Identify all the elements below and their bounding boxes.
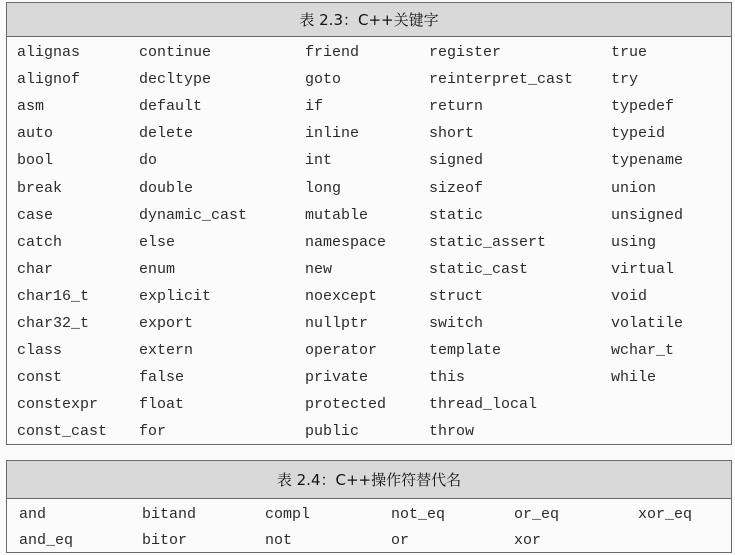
keyword-cell: this [429,369,466,387]
keyword-cell: sizeof [429,179,484,197]
keyword-cell: alignof [17,71,81,89]
operator-alternatives-table-caption: 表 2.4：C++操作符替代名 [7,461,731,499]
keyword-cell: void [611,287,648,305]
keywords-table-caption: 表 2.3：C++关键字 [7,3,731,37]
keyword-cell: int [305,152,333,170]
keyword-cell: enum [139,260,176,278]
keyword-cell: return [429,98,484,116]
keyword-cell: switch [429,315,484,332]
keyword-cell: union [611,179,657,197]
keyword-cell: char [17,260,54,278]
keyword-cell: char32_t [17,315,90,332]
keyword-cell: constexpr [17,396,99,414]
operator-alternative-cell: xor [514,532,542,549]
keyword-cell: public [305,423,360,441]
operator-alternative-cell: bitor [142,532,188,549]
keyword-cell: typedef [611,98,675,116]
keyword-cell: typename [611,152,684,170]
keyword-cell: namespace [305,233,387,251]
keyword-cell: unsigned [611,206,684,224]
keyword-cell: short [429,125,475,143]
keyword-cell: inline [305,125,360,143]
keyword-cell: private [305,369,369,387]
keyword-cell: wchar_t [611,342,675,360]
keyword-cell: long [305,179,342,197]
keyword-cell: register [429,44,502,61]
keyword-cell: throw [429,423,475,441]
keyword-cell: case [17,206,54,224]
operator-alternatives-table [6,460,732,553]
keyword-cell: asm [17,98,45,116]
keyword-cell: static_assert [429,233,547,251]
keyword-cell: delete [139,125,194,143]
keyword-cell: do [139,152,158,170]
keyword-cell: using [611,233,657,251]
operator-alternative-cell: xor_eq [638,506,693,523]
operator-alternative-cell: or [391,532,410,549]
keyword-cell: false [139,369,185,387]
keyword-cell: continue [139,44,212,61]
keyword-cell: double [139,179,194,197]
keyword-cell: true [611,44,648,61]
keyword-cell: default [139,98,203,116]
keyword-cell: const_cast [17,423,108,441]
operator-alternative-cell: bitand [142,506,197,523]
keyword-cell: virtual [611,260,675,278]
keyword-cell: protected [305,396,387,414]
keyword-cell: static [429,206,484,224]
operator-alternative-cell: or_eq [514,506,560,523]
keyword-cell: catch [17,233,63,251]
keyword-cell: if [305,98,324,116]
operator-alternative-cell: and [19,506,47,523]
keyword-cell: mutable [305,206,369,224]
keyword-cell: thread_local [429,396,538,414]
keyword-cell: static_cast [429,260,529,278]
keyword-cell: class [17,342,63,360]
operator-alternative-cell: compl [265,506,311,523]
keyword-cell: alignas [17,44,81,61]
keyword-cell: float [139,396,185,414]
keyword-cell: operator [305,342,378,360]
keyword-cell: for [139,423,167,441]
keyword-cell: struct [429,287,484,305]
keyword-cell: export [139,315,194,332]
keyword-cell: reinterpret_cast [429,71,574,89]
keyword-cell: typeid [611,125,666,143]
keyword-cell: bool [17,152,54,170]
keyword-cell: explicit [139,287,212,305]
keyword-cell: signed [429,152,484,170]
keyword-cell: goto [305,71,342,89]
keyword-cell: friend [305,44,360,61]
keyword-cell: break [17,179,63,197]
keyword-cell: volatile [611,315,684,332]
operator-alternative-cell: and_eq [19,532,74,549]
keyword-cell: nullptr [305,315,369,332]
keyword-cell: const [17,369,63,387]
keyword-cell: else [139,233,176,251]
keyword-cell: while [611,369,657,387]
keyword-cell: extern [139,342,194,360]
keyword-cell: try [611,71,639,89]
keyword-cell: decltype [139,71,212,89]
operator-alternative-cell: not_eq [391,506,446,523]
keyword-cell: auto [17,125,54,143]
operator-alternative-cell: not [265,532,293,549]
keywords-table [6,2,732,445]
keyword-cell: template [429,342,502,360]
keyword-cell: char16_t [17,287,90,305]
keyword-cell: new [305,260,333,278]
keyword-cell: dynamic_cast [139,206,248,224]
keyword-cell: noexcept [305,287,378,305]
